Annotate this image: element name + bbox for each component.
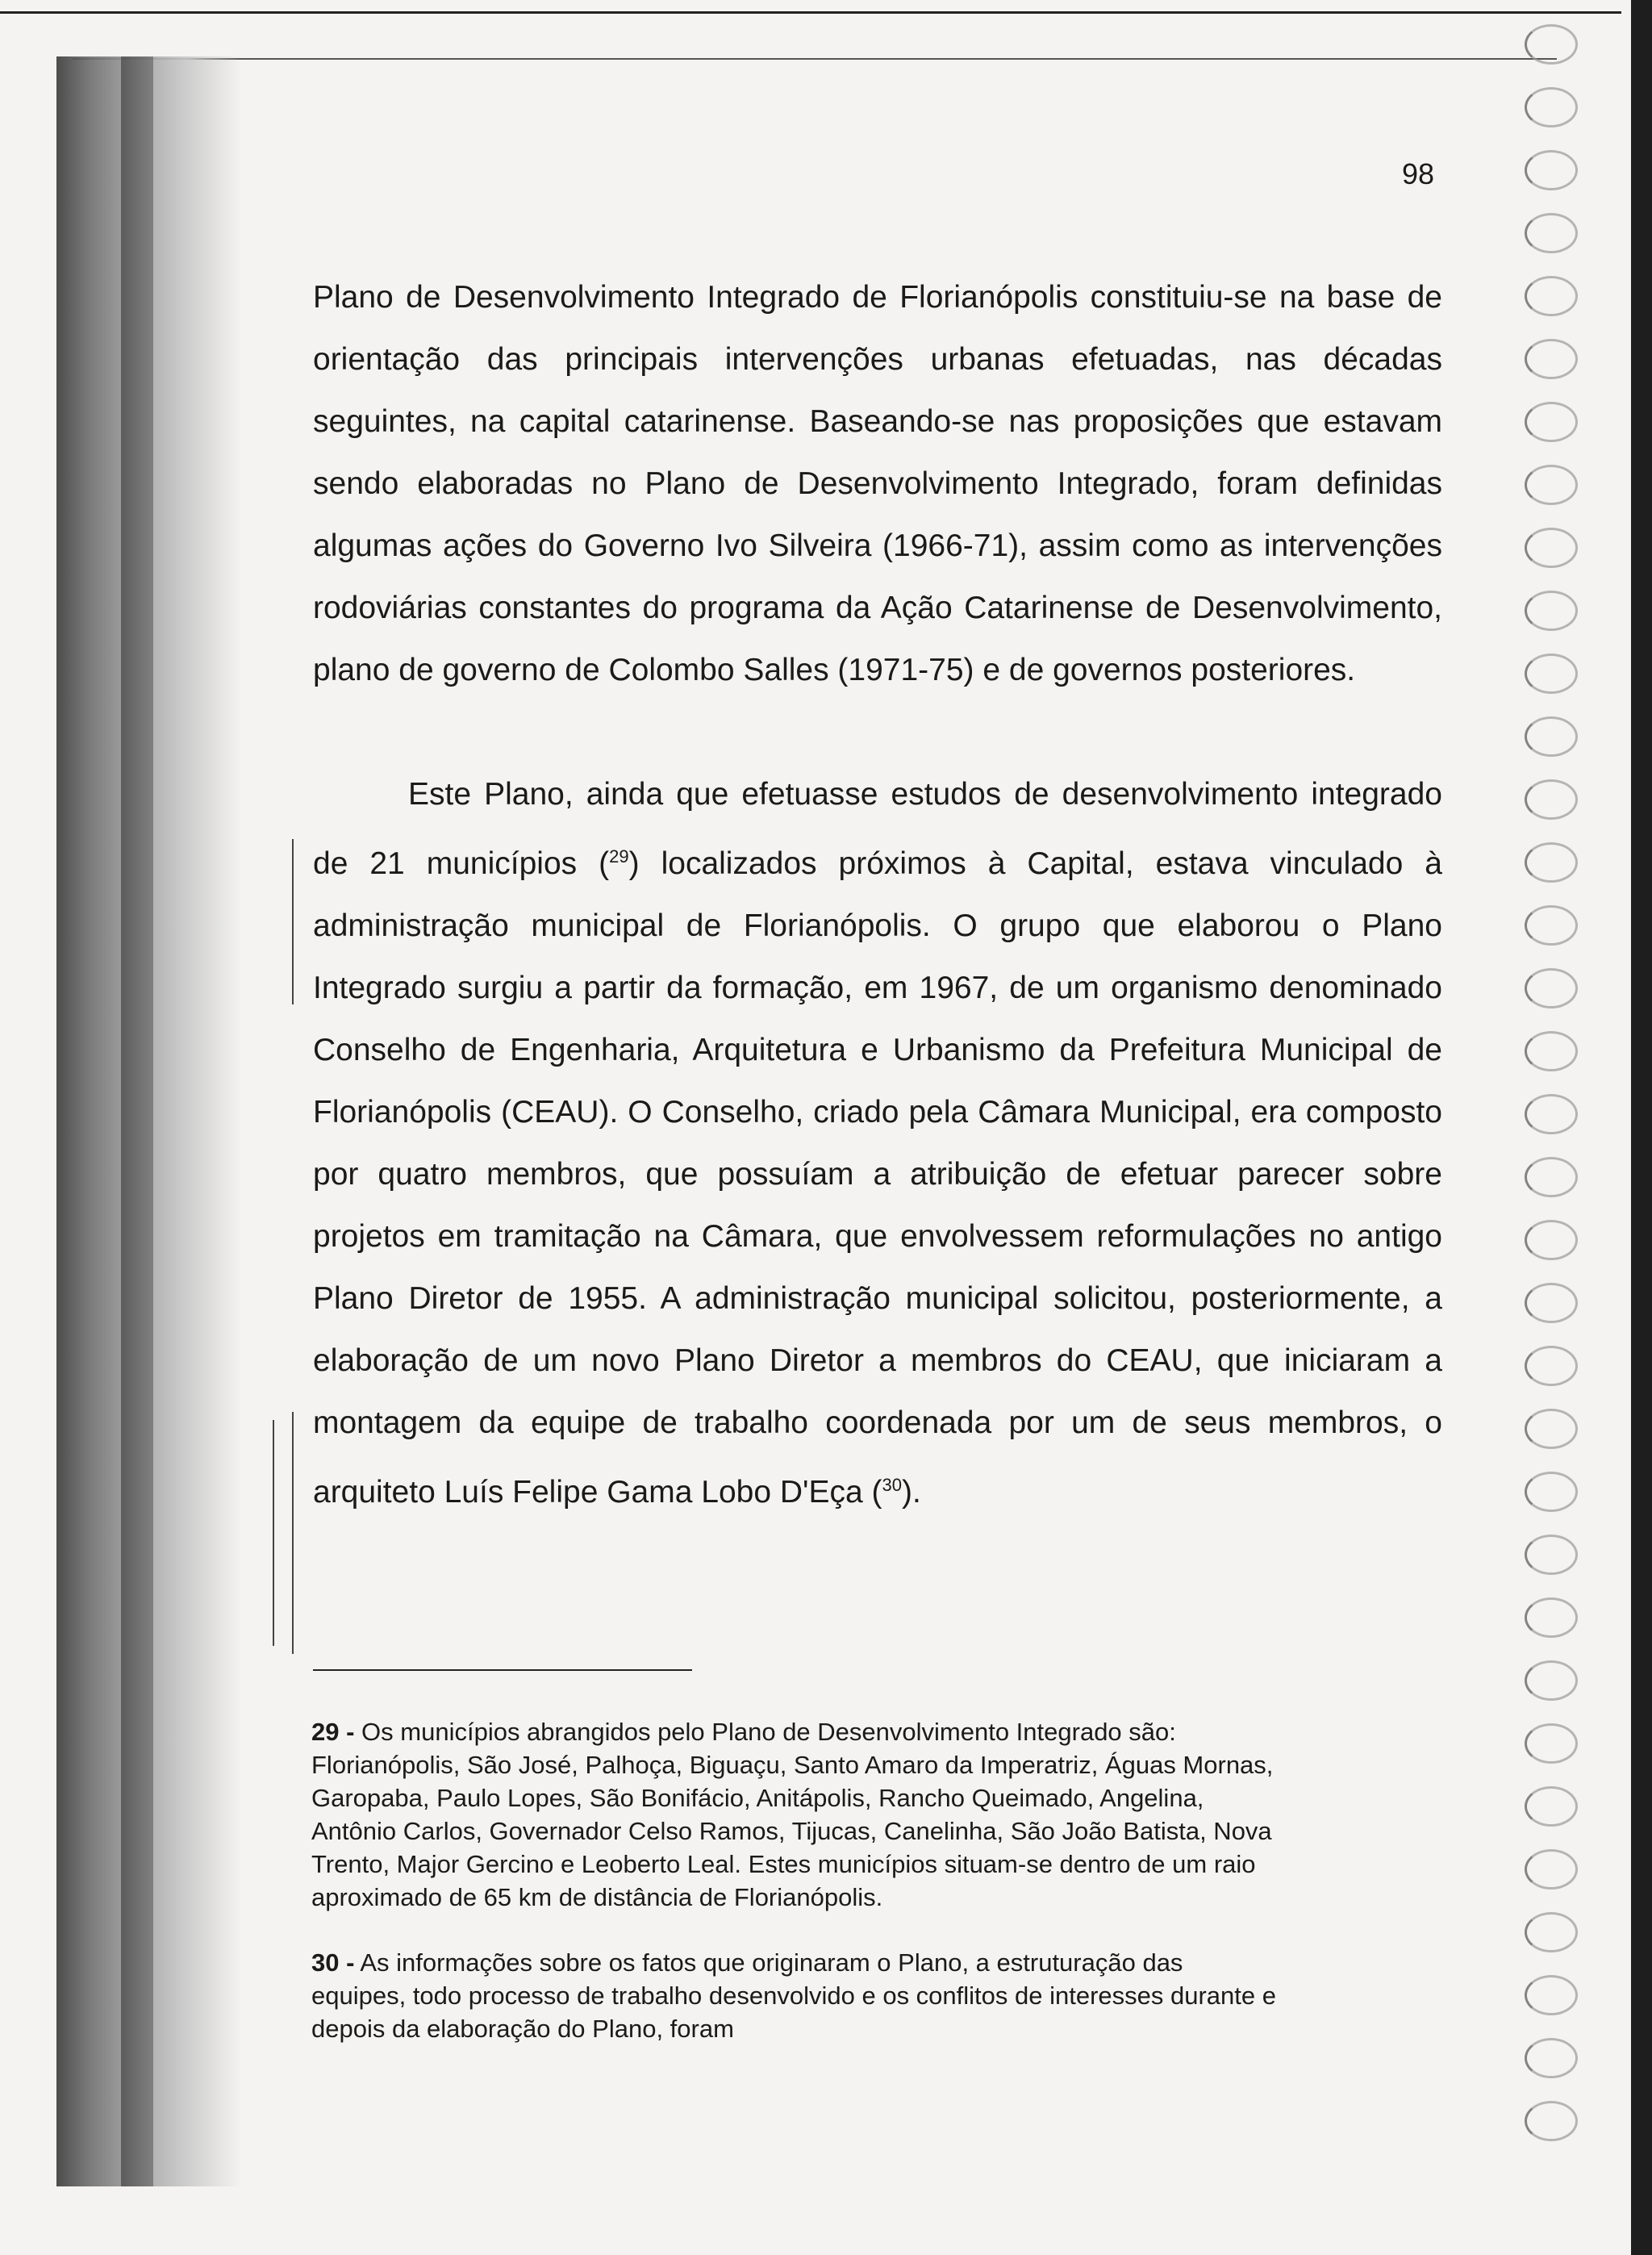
footnote-ref[interactable]: 30	[882, 1475, 902, 1495]
spiral-ring	[1525, 1283, 1578, 1323]
margin-mark	[273, 1420, 274, 1646]
spiral-ring	[1525, 716, 1578, 757]
paragraph-text: ).	[901, 1475, 921, 1510]
spiral-ring	[1525, 842, 1578, 883]
spiral-ring	[1525, 1409, 1578, 1449]
paragraph-text: Este Plano, ainda que efetuasse estudos de desenvolvimento integrado de 21 municípios (	[313, 777, 1442, 881]
spiral-ring	[1525, 1094, 1578, 1134]
spiral-ring	[1525, 591, 1578, 631]
spiral-ring	[1525, 1975, 1578, 2015]
page-number: 98	[1402, 157, 1435, 190]
footnote-text: Os municípios abrangidos pelo Plano de Desenvolvimento Integrado são: Florianópolis, São José, Palhoça, Biguaçu, Santo Amaro da Imperatriz, Águas Mornas, Garopaba, Paulo Lopes, São Bonifácio, Anitápolis, Rancho Queimado, Angelina, Antônio Carlos, Governador Celso Ramos, Tijucas, Canelinha, São João Batista, Nova Trento, Major Gercino e Leoberto Leal. Estes municípios situam-se dentro de um raio aproximado de 65 km de distância de Florianópolis.	[311, 1718, 1274, 1911]
margin-mark	[292, 1412, 294, 1654]
spiral-ring	[1525, 1535, 1578, 1575]
spiral-ring	[1525, 779, 1578, 820]
spiral-ring	[1525, 1786, 1578, 1827]
footnote-ref[interactable]: 29	[609, 846, 629, 867]
spiral-ring	[1525, 87, 1578, 127]
spiral-ring	[1525, 276, 1578, 316]
spiral-ring	[1525, 905, 1578, 946]
spiral-ring	[1525, 24, 1578, 65]
spiral-ring	[1525, 1597, 1578, 1638]
paragraph	[313, 763, 1442, 1523]
spiral-binding	[1516, 24, 1605, 2203]
spiral-ring	[1525, 528, 1578, 568]
spiral-ring	[1525, 1157, 1578, 1197]
spiral-ring	[1525, 465, 1578, 505]
scan-page-edge	[73, 58, 1557, 60]
spiral-ring	[1525, 1849, 1578, 1890]
footnotes	[311, 1715, 1279, 2045]
footnote-text: As informações sobre os fatos que originaram o Plano, a estruturação das equipes, todo processo de trabalho desenvolvido e os conflitos de interesses durante e depois da elaboração do Plano, foram	[311, 1948, 1276, 2043]
paragraph: Plano de Desenvolvimento Integrado de Florianópolis constituiu-se na base de orientação das principais intervenções urbanas efetuadas, nas décadas seguintes, na capital catarinense. Baseando-se nas proposições que estavam sendo elaboradas no Plano de Desenvolvimento Integrado, foram definidas algumas ações do Governo Ivo Silveira (1966-71), assim como as intervenções rodoviárias constantes do programa da Ação Catarinense de Desenvolvimento, plano de governo de Colombo Salles (1971-75) e de governos posteriores.	[313, 280, 1442, 687]
footnote-number: 30 -	[311, 1948, 355, 1977]
spiral-ring	[1525, 968, 1578, 1008]
spiral-ring	[1525, 1220, 1578, 1260]
spiral-ring	[1525, 1031, 1578, 1071]
spiral-ring	[1525, 402, 1578, 442]
spiral-ring	[1525, 1912, 1578, 1952]
spiral-ring	[1525, 1346, 1578, 1386]
footnote	[311, 1946, 1279, 2045]
footnote-separator	[313, 1669, 692, 1671]
spiral-ring	[1525, 654, 1578, 694]
footnote	[311, 1715, 1279, 1914]
spiral-ring	[1525, 1472, 1578, 1512]
scan-top-edge	[0, 11, 1621, 14]
binding-gutter	[121, 56, 153, 2186]
spiral-ring	[1525, 1723, 1578, 1764]
margin-mark	[292, 839, 294, 1004]
spiral-ring	[1525, 1660, 1578, 1701]
scan-right-edge	[1631, 0, 1652, 2255]
spiral-ring	[1525, 2101, 1578, 2141]
body-text	[313, 266, 1442, 1523]
spiral-ring	[1525, 213, 1578, 253]
paragraph-text: ) localizados próximos à Capital, estava vinculado à administração municipal de Florianópolis. O grupo que elaborou o Plano Integrado surgiu a partir da formação, em 1967, de um organismo denominado Conselho de Engenharia, Arquitetura e Urbanismo da Prefeitura Municipal de Florianópolis (CEAU). O Conselho, criado pela Câmara Municipal, era composto por quatro membros, que possuíam a atribuição de efetuar parecer sobre projetos em tramitação na Câmara, que envolvessem reformulações no antigo Plano Diretor de 1955. A administração municipal solicitou, posteriormente, a elaboração de um novo Plano Diretor a membros do CEAU, que iniciaram a montagem da equipe de trabalho coordenada por um de seus membros, o arquiteto Luís Felipe Gama Lobo D'Eça (	[313, 846, 1442, 1510]
spiral-ring	[1525, 339, 1578, 379]
footnote-number: 29 -	[311, 1718, 355, 1746]
spiral-ring	[1525, 2038, 1578, 2078]
spiral-ring	[1525, 150, 1578, 190]
